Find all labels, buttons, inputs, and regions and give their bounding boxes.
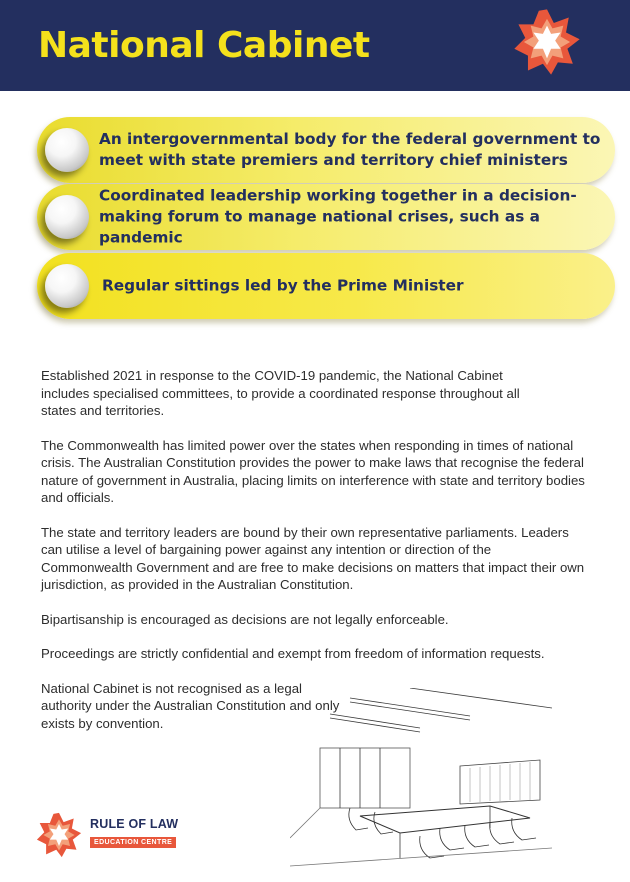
- paragraph: National Cabinet is not recognised as a legal authority under the Australian Constitution and only exists by convention.: [41, 680, 340, 731]
- paragraph: The Commonwealth has limited power over the states when responding in times of national crisis. The Australian Constitution provides the power to make laws that recognise the federal nature of government in Australia, placing limits on interference with state and territory bodies and officials.: [41, 437, 585, 505]
- bullet-ball-icon: [45, 195, 89, 239]
- page-title: National Cabinet: [38, 25, 370, 66]
- star-burst-icon: [513, 8, 581, 76]
- highlight-text: Coordinated leadership working together in a decision-making forum to manage national crises, such as a pandemic: [99, 186, 577, 247]
- paragraph: The state and territory leaders are bound by their own representative parliaments. Leaders can utilise a level of bargaining power against any intention or direction of the Commonwealth Government and are free to make decisions on matters that impact their own jurisdiction, as provided in the Australian Constitution.: [41, 524, 585, 592]
- page-header: [0, 0, 630, 91]
- highlight-text: An intergovernmental body for the federal government to meet with state premiers and territory chief ministers: [99, 130, 601, 169]
- highlight-pill-2: [37, 184, 615, 250]
- footer-brand: [90, 817, 178, 849]
- highlight-pill-3: [37, 253, 615, 319]
- bullet-ball-icon: [45, 264, 89, 308]
- highlight-text: Regular sittings led by the Prime Minister: [102, 276, 464, 295]
- brand-name: RULE OF LAW: [90, 817, 179, 831]
- star-burst-icon: [36, 812, 82, 858]
- paragraph: Bipartisanship is encouraged as decisions are not legally enforceable.: [41, 611, 449, 627]
- highlight-pill-1: [37, 117, 615, 183]
- bullet-ball-icon: [45, 128, 89, 172]
- paragraph: Established 2021 in response to the COVID-19 pandemic, the National Cabinet includes specialised committees, to provide a coordinated response throughout all states and territories.: [41, 368, 520, 418]
- brand-tag: EDUCATION CENTRE: [90, 837, 176, 848]
- meeting-room-illustration: [290, 688, 552, 868]
- paragraph: Proceedings are strictly confidential and exempt from freedom of information requests.: [41, 646, 545, 661]
